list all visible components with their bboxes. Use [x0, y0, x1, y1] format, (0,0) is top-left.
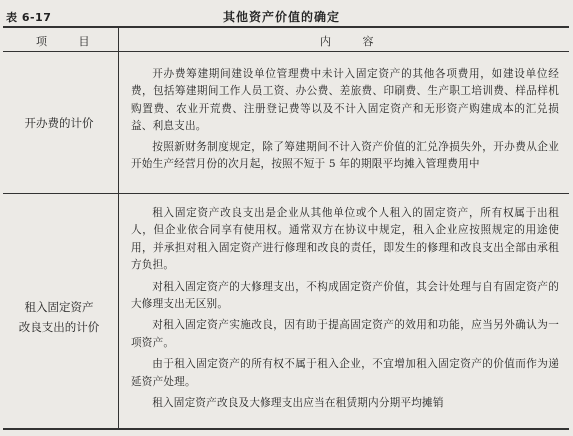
- table-top-rule: [3, 26, 569, 28]
- table-row-divider: [3, 193, 569, 194]
- paragraph: 开办费筹建期间建设单位管理费中未计入固定资产的其他各项费用，如建设单位经费，包括筹建期间工作人员工资、办公费、差旅费、印刷费、生产职工培训费、样品样机购置费、农业开荒费、注册登记费等以及不计入固定资产和无形资产购建成本的汇兑损益、利息支出。: [131, 68, 559, 133]
- row-content-startup-cost: [131, 66, 559, 176]
- paragraph: 由于租入固定资产的所有权不属于租入企业，不宜增加租入固定资产的价值而作为递延资产处理。: [131, 358, 559, 388]
- table-title: 其他资产价值的确定: [223, 10, 341, 24]
- table-number: 表 6-17: [6, 11, 52, 24]
- row-item-startup-cost: 开办费的计价: [24, 116, 94, 130]
- row-item-leasehold-improvement: [0, 297, 118, 337]
- paragraph: 按照新财务制度规定，除了筹建期间不计入资产价值的汇兑净损失外，开办费从企业开始生产经营月份的次月起，按照不短于 5 年的期限平均摊入管理费用中: [131, 140, 559, 171]
- row-content-leasehold-improvement: [131, 205, 559, 416]
- table-header-rule: [3, 51, 569, 52]
- paragraph: 租入固定资产改良及大修理支出应当在租赁期内分期平均摊销: [152, 397, 444, 410]
- table-column-divider: [118, 27, 119, 429]
- header-item: 项 目: [36, 35, 104, 48]
- paragraph: 租入固定资产改良支出是企业从其他单位或个人租入的固定资产，所有权属于出租人，但企业依合同享有使用权。通常双方在协议中规定，租入企业应按照规定的用途使用，并承担对租入固定资产进行修理和改良的责任，即发生的修理和改良支出全部由承租方负担。: [131, 207, 559, 272]
- header-content: 内 容: [320, 35, 388, 48]
- paragraph: 对租入固定资产的大修理支出，不构成固定资产价值，其会计处理与自有固定资产的大修理支出无区别。: [131, 280, 559, 311]
- row-item-line: 租入固定资产: [24, 300, 94, 314]
- paragraph: 对租入固定资产实施改良，因有助于提高固定资产的效用和功能，应当另外确认为一项资产。: [131, 319, 559, 349]
- row-item-line: 改良支出的计价: [18, 320, 100, 334]
- table-bottom-rule: [3, 428, 569, 430]
